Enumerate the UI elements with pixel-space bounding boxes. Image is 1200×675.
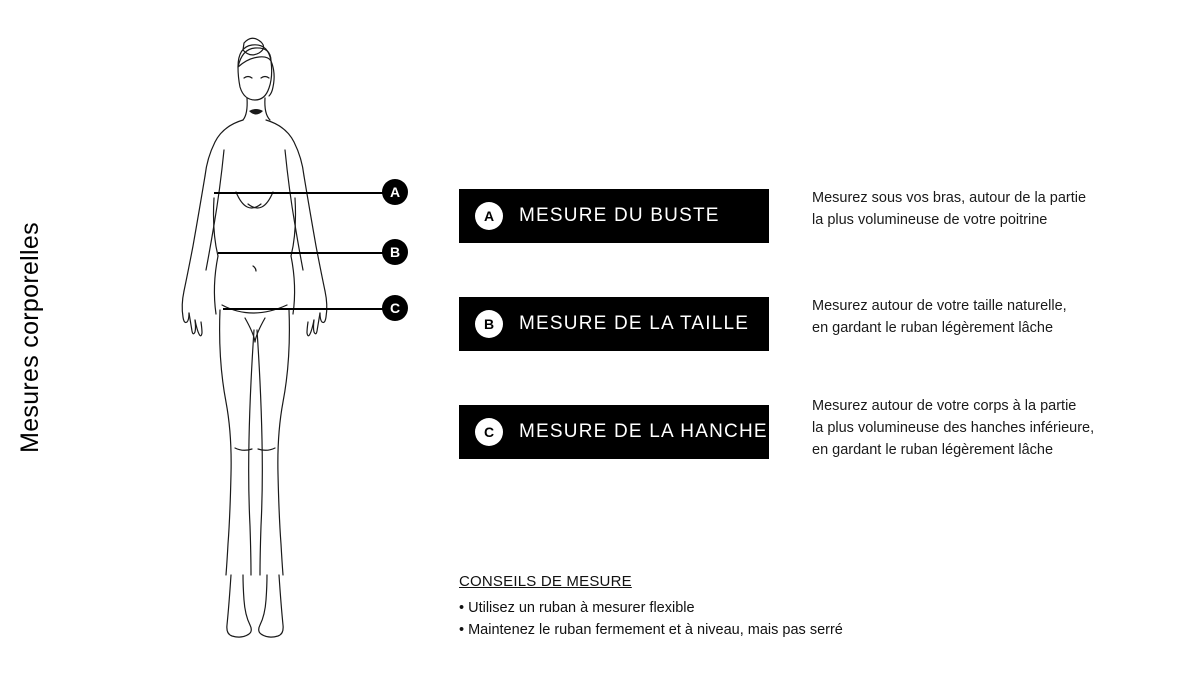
legend-badge-b	[475, 310, 503, 338]
female-body-outline-icon	[140, 10, 440, 660]
legend-description-hip-line-2: la plus volumineuse des hanches inférieure,	[812, 420, 1095, 436]
measurement-tips	[459, 573, 1059, 641]
marker-a-letter: A	[389, 184, 401, 200]
legend-description-bust-line-2: la plus volumineuse de votre poitrine	[812, 212, 1048, 228]
figure-illustration	[140, 10, 440, 660]
page-title-text: Mesures corporelles	[15, 222, 44, 453]
page-title	[0, 0, 60, 675]
measure-line-waist	[218, 252, 390, 254]
legend-description-hip-line-3: en gardant le ruban légèrement lâche	[812, 442, 1054, 458]
measure-line-hip	[223, 308, 390, 310]
tip-item: • Utilisez un ruban à mesurer flexible	[459, 600, 695, 616]
legend-label-waist: MESURE DE LA TAILLE	[519, 313, 750, 334]
legend-description-waist-line-1: Mesurez autour de votre taille naturelle,	[812, 298, 1067, 314]
marker-c-letter: C	[389, 300, 401, 316]
measure-line-bust	[214, 192, 390, 194]
legend-label-bust: MESURE DU BUSTE	[519, 205, 720, 226]
legend-description-bust	[812, 187, 1142, 231]
marker-a	[382, 179, 408, 205]
legend-description-hip-line-1: Mesurez autour de votre corps à la partie	[812, 398, 1077, 414]
legend-badge-c-letter: C	[483, 424, 495, 440]
legend-badge-b-letter: B	[483, 316, 495, 332]
marker-c	[382, 295, 408, 321]
tip-item: • Maintenez le ruban fermement et à niveau, mais pas serré	[459, 622, 843, 638]
legend-badge-a	[475, 202, 503, 230]
marker-b	[382, 239, 408, 265]
legend-description-waist	[812, 295, 1142, 339]
legend-badge-a-letter: A	[483, 208, 495, 224]
marker-b-letter: B	[389, 244, 401, 260]
legend-description-waist-line-2: en gardant le ruban légèrement lâche	[812, 320, 1054, 336]
legend-bar-waist[interactable]	[459, 297, 769, 351]
legend-description-hip	[812, 395, 1142, 461]
legend-label-hip: MESURE DE LA HANCHE	[519, 421, 768, 442]
legend-description-bust-line-1: Mesurez sous vos bras, autour de la partie	[812, 190, 1087, 206]
tips-title: CONSEILS DE MESURE	[459, 573, 632, 590]
legend-bar-hip[interactable]	[459, 405, 769, 459]
legend-bar-bust[interactable]	[459, 189, 769, 243]
legend-badge-c	[475, 418, 503, 446]
